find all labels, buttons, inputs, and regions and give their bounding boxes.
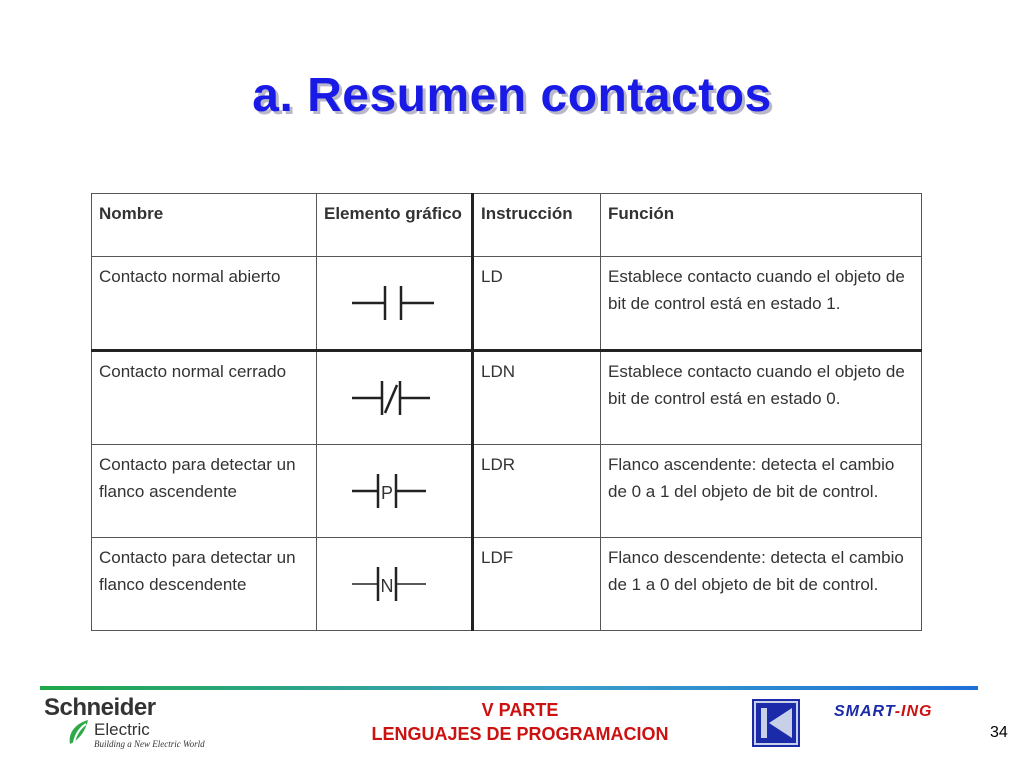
cell-nombre: Contacto normal abierto xyxy=(92,257,317,351)
symbol-letter: P xyxy=(380,483,394,503)
schneider-leaf-icon xyxy=(66,718,92,746)
schneider-electric-logo xyxy=(44,694,244,754)
cell-nombre: Contacto para detectar un flanco ascendente xyxy=(92,445,317,538)
cell-nombre: Contacto para detectar un flanco descendente xyxy=(92,538,317,631)
cell-funcion: Establece contacto cuando el objeto de bit de control está en estado 1. xyxy=(601,257,922,351)
first-slide-button[interactable] xyxy=(752,699,800,747)
contacts-summary-table xyxy=(91,193,922,631)
normally-closed-contact-icon xyxy=(344,373,444,423)
table-header-row xyxy=(92,194,922,257)
cell-funcion: Establece contacto cuando el objeto de bit de control está en estado 0. xyxy=(601,351,922,445)
logo-brand: Schneider xyxy=(44,694,156,721)
first-slide-icon xyxy=(752,699,800,747)
footer-line1: V PARTE xyxy=(481,700,559,720)
cell-nombre: Contacto normal cerrado xyxy=(92,351,317,445)
footer-line2: LENGUAJES DE PROGRAMACION xyxy=(371,724,669,744)
footer-section-title xyxy=(300,698,740,746)
page-title: a. Resumen contactos xyxy=(252,69,772,122)
smart-logo-part2: -ING xyxy=(894,703,933,720)
falling-edge-contact-icon xyxy=(344,559,444,609)
rising-edge-contact-icon xyxy=(344,466,444,516)
cell-instruccion: LD xyxy=(473,257,601,351)
header-nombre: Nombre xyxy=(92,194,317,257)
table-row xyxy=(92,445,922,538)
header-elemento: Elemento gráfico xyxy=(317,194,473,257)
table-row xyxy=(92,351,922,445)
header-instruccion: Instrucción xyxy=(473,194,601,257)
page-number: 34 xyxy=(990,724,1008,741)
smart-ing-logo xyxy=(834,703,933,721)
cell-instruccion: LDN xyxy=(473,351,601,445)
cell-funcion: Flanco descendente: detecta el cambio de 1 a 0 del objeto de bit de control. xyxy=(601,538,922,631)
footer-divider xyxy=(40,686,978,690)
symbol-letter: N xyxy=(380,576,394,596)
cell-funcion: Flanco ascendente: detecta el cambio de 0 a 1 del objeto de bit de control. xyxy=(601,445,922,538)
cell-instruccion: LDR xyxy=(473,445,601,538)
logo-sub: Electric xyxy=(94,720,150,739)
table-row xyxy=(92,538,922,631)
table-row xyxy=(92,257,922,351)
smart-logo-part1: SMART xyxy=(834,703,895,720)
logo-tagline: Building a New Electric World xyxy=(94,739,205,749)
normally-open-contact-icon xyxy=(344,278,444,328)
header-funcion: Función xyxy=(601,194,922,257)
cell-instruccion: LDF xyxy=(473,538,601,631)
